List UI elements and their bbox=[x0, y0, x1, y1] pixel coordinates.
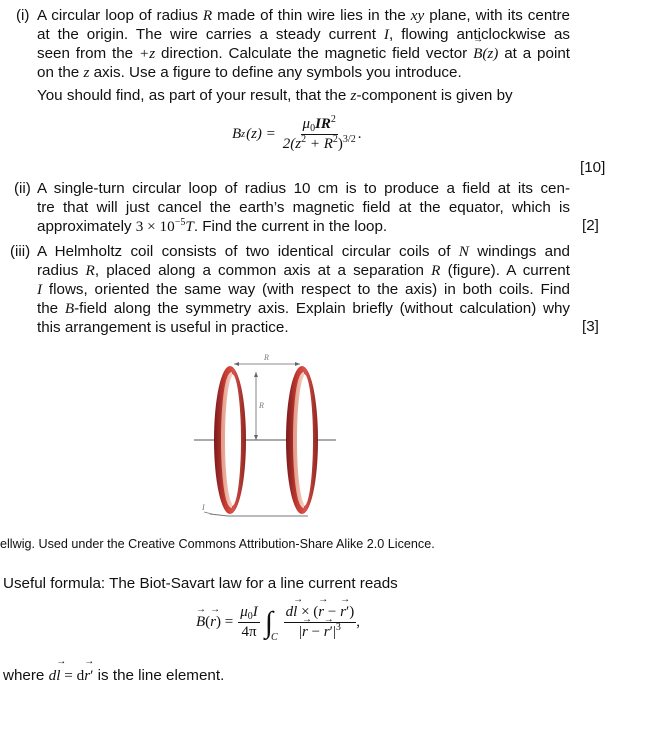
part-iii-line-1: A Helmholtz coil consists of two identical circular coils of N windings and bbox=[37, 243, 570, 260]
helmholtz-coil-figure bbox=[190, 350, 350, 528]
biot-savart-equation: → B ( → r ) = $\frac{\mu_0I}{4\pi}$ ∫ C $\frac{d\to l \times (\to r - \to r')}{|\to r - \to r'|^3}$ , bbox=[196, 604, 360, 641]
part-i-line-1: A circular loop of radius R made of thin wire lies in the xy plane, with its centre bbox=[37, 7, 570, 24]
line-element-note: where d→ l = d→ r′ is the line element. bbox=[3, 666, 224, 686]
part-iii-line-2: radius R, placed along a common axis at a separation R (figure). A current bbox=[37, 262, 570, 279]
part-i-number: (i) bbox=[16, 7, 30, 24]
part-ii-line-1: A single-turn circular loop of radius 10 cm is to produce a field at its cen- bbox=[37, 180, 570, 197]
radius-arrow bbox=[254, 372, 258, 440]
current-label: I bbox=[202, 503, 205, 512]
part-ii-marks: [2] bbox=[582, 217, 599, 234]
part-iii-number: (iii) bbox=[10, 243, 31, 260]
part-ii-line-2: tre that will just cancel the earth’s magnetic field at the equator, which is bbox=[37, 199, 570, 216]
part-ii-line-3: approximately $3 \times 10^{-5}T$. Find the current in the loop. bbox=[37, 217, 388, 235]
current-lead-line bbox=[210, 514, 228, 516]
right-coil bbox=[286, 366, 318, 514]
formula-intro: Useful formula: The Biot-Savart law for a line current reads bbox=[3, 575, 398, 592]
separation-arrow bbox=[234, 362, 300, 366]
part-i-line-3: seen from the +z direction. Calculate the magnetic field vector → B(z) at a point bbox=[37, 44, 570, 64]
separation-label: R bbox=[264, 353, 269, 362]
bz-equation: B z (z) = $\frac{\mu_0IR^2}{2(z^2 + R^2)^{3/2}}$ . bbox=[232, 114, 362, 152]
part-iii-line-5: this arrangement is useful in practice. bbox=[37, 319, 289, 336]
left-coil bbox=[214, 366, 246, 514]
part-i-line-5: You should find, as part of your result, that the z-component is given by bbox=[37, 87, 513, 104]
radius-label: R bbox=[259, 401, 264, 410]
figure-caption: ellwig. Used under the Creative Commons Attribution-Share Alike 2.0 Licence. bbox=[0, 537, 435, 551]
part-i-marks: [10] bbox=[580, 159, 606, 176]
part-iii-marks: [3] bbox=[582, 318, 599, 335]
part-i-line-2: at the origin. The wire carries a steady current I, flowing anticlockwise as bbox=[37, 26, 570, 43]
part-iii-line-4: the B-field along the symmetry axis. Explain briefly (without calculation) why bbox=[37, 300, 570, 317]
part-ii-number: (ii) bbox=[14, 180, 31, 197]
part-iii-line-3: I flows, oriented the same way (with respect to the axis) in both coils. Find bbox=[37, 281, 570, 298]
part-i-line-4: on the z axis. Use a figure to define any symbols you introduce. bbox=[37, 64, 462, 81]
